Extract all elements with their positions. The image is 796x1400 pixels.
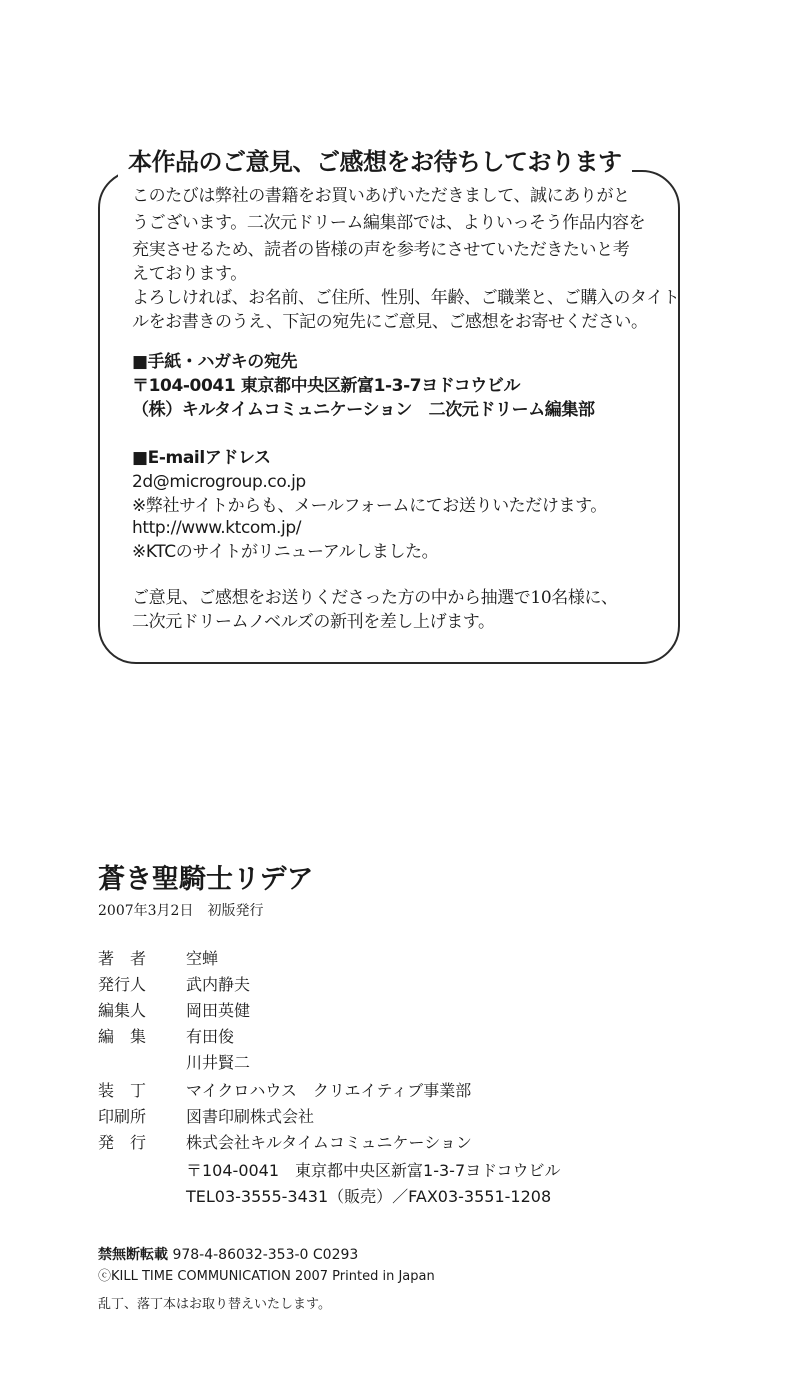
intro-line: えております。: [132, 264, 247, 284]
no-reprint-notice: 禁無断転載: [98, 1247, 168, 1263]
chief-editor: 岡田英健: [186, 1001, 251, 1020]
editor-name: 川井賢二: [186, 1053, 251, 1072]
issuer-phone: TEL03-3555-3431（販売）／FAX03-3551-1208: [186, 1187, 552, 1206]
book-title: 蒼き聖騎士リデア: [98, 864, 314, 895]
publication-date: 2007年3月2日 初版発行: [98, 903, 264, 919]
intro-line: ルをお書きのうえ、下記の宛先にご意見、ご感想をお寄せください。: [132, 312, 648, 332]
intro-line: よろしければ、お名前、ご住所、性別、年齢、ご職業と、ご購入のタイト: [132, 288, 680, 308]
mail-recipient: （株）キルタイムコミュニケーション 二次元ドリーム編集部: [132, 400, 595, 420]
copyright: ⓒKILL TIME COMMUNICATION 2007 Printed in Japan: [98, 1269, 435, 1284]
editors-label: 編 集: [98, 1027, 147, 1046]
design-credit: マイクロハウス クリエイティブ事業部: [186, 1081, 472, 1100]
issuer-name: 株式会社キルタイムコミュニケーション: [186, 1133, 472, 1152]
intro-line: このたびは弊社の書籍をお買いあげいただきまして、誠にありがと: [132, 186, 630, 206]
design-label: 装 丁: [98, 1081, 147, 1100]
email-address[interactable]: 2d@microgroup.co.jp: [132, 472, 306, 492]
mail-address: 〒104-0041 東京都中央区新富1-3-7ヨドコウビル: [132, 376, 521, 396]
lottery-line: ご意見、ご感想をお送りくださった方の中から抽選で10名様に、: [132, 588, 618, 608]
website-link[interactable]: http://www.ktcom.jp/: [132, 518, 302, 538]
author-name: 空蝉: [186, 949, 219, 968]
mail-heading: ■手紙・ハガキの宛先: [132, 352, 298, 372]
website-note: ※KTCのサイトがリニューアルしました。: [132, 542, 439, 562]
feedback-heading: 本作品のご意見、ご感想をお待ちしております: [118, 144, 632, 180]
email-heading: ■E-mailアドレス: [132, 448, 271, 468]
issuer-address: 〒104-0041 東京都中央区新富1-3-7ヨドコウビル: [186, 1161, 561, 1180]
issuer-label: 発 行: [98, 1133, 147, 1152]
editor-name: 有田俊: [186, 1027, 235, 1046]
printer-label: 印刷所: [98, 1107, 147, 1126]
chief-editor-label: 編集人: [98, 1001, 147, 1020]
email-note: ※弊社サイトからも、メールフォームにてお送りいただけます。: [132, 496, 607, 516]
publisher-person-label: 発行人: [98, 975, 147, 994]
lottery-line: 二次元ドリームノベルズの新刊を差し上げます。: [132, 612, 495, 632]
replacement-notice: 乱丁、落丁本はお取り替えいたします。: [98, 1297, 331, 1312]
publisher-person: 武内静夫: [186, 975, 251, 994]
intro-line: うございます。二次元ドリーム編集部では、よりいっそう作品内容を: [132, 213, 646, 233]
isbn-code: 978-4-86032-353-0 C0293: [172, 1247, 359, 1263]
intro-line: 充実させるため、読者の皆様の声を参考にさせていただきたいと考: [132, 240, 630, 260]
isbn-line: [98, 1246, 358, 1264]
printer-name: 図書印刷株式会社: [186, 1107, 315, 1126]
author-label: 著 者: [98, 949, 147, 968]
